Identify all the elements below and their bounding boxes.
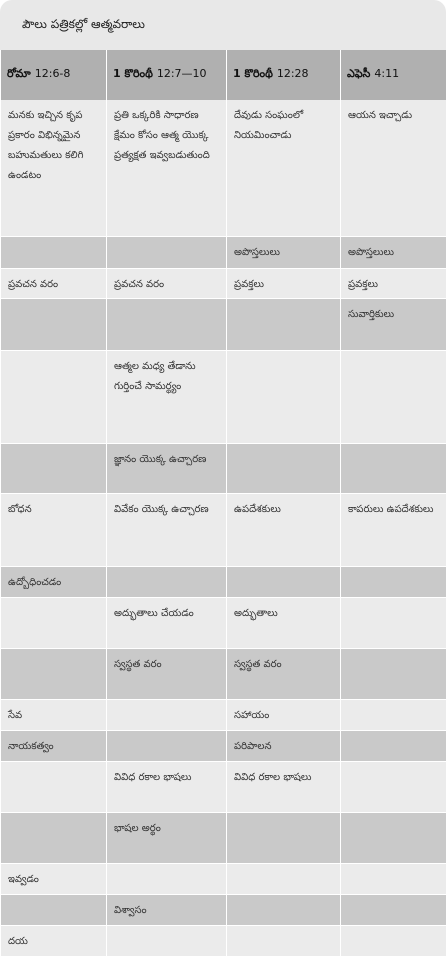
table-row bbox=[1, 268, 446, 298]
table-cell: విశ్వాసం bbox=[107, 894, 227, 925]
table-cell bbox=[1, 298, 107, 350]
table-cell: ప్రతి ఒక్కరికి సాధారణ క్షేమం కోసం ఆత్మ యొక్క ప్రత్యక్షత ఇవ్వబడుతుంది bbox=[107, 100, 227, 236]
table-row bbox=[1, 443, 446, 493]
spiritual-gifts-table bbox=[0, 50, 446, 956]
table-cell bbox=[341, 597, 446, 648]
table-cell bbox=[341, 566, 446, 597]
table-cell bbox=[341, 863, 446, 894]
table-cell: సహాయం bbox=[227, 699, 341, 730]
table-cell: దేవుడు సంఘంలో నియమించాడు bbox=[227, 100, 341, 236]
table-cell: అపొస్తలులు bbox=[227, 236, 341, 268]
table-cell: పరిపాలన bbox=[227, 730, 341, 761]
table-cell: ఆత్మల మధ్య తేడాను గుర్తించే సామర్థ్యం bbox=[107, 350, 227, 443]
table-row bbox=[1, 648, 446, 699]
table-cell bbox=[107, 566, 227, 597]
table-cell: వివిధ రకాల భాషలు bbox=[107, 761, 227, 812]
header-book: రోమా bbox=[7, 67, 31, 80]
table-cell: ఉపదేశకులు bbox=[227, 493, 341, 566]
header-ephesians bbox=[341, 50, 446, 100]
table-cell: ప్రవక్తలు bbox=[227, 268, 341, 298]
table-cell: స్వస్థత వరం bbox=[107, 648, 227, 699]
table-row bbox=[1, 863, 446, 894]
table-row bbox=[1, 699, 446, 730]
table-cell bbox=[1, 812, 107, 863]
header-1corinthians-12-28 bbox=[227, 50, 341, 100]
table-cell: దయ bbox=[1, 925, 107, 956]
table-cell: కాపరులు ఉపదేశకులు bbox=[341, 493, 446, 566]
table-row bbox=[1, 100, 446, 236]
table-cell bbox=[341, 730, 446, 761]
table-cell: నాయకత్వం bbox=[1, 730, 107, 761]
table-cell bbox=[227, 812, 341, 863]
table-title: పౌలు పత్రికల్లో ఆత్మవరాలు bbox=[0, 0, 446, 50]
table-cell bbox=[341, 894, 446, 925]
table-cell: ఇవ్వడం bbox=[1, 863, 107, 894]
table-cell bbox=[341, 350, 446, 443]
table-cell: ప్రవచన వరం bbox=[1, 268, 107, 298]
table-cell: ఆయన ఇచ్చాడు bbox=[341, 100, 446, 236]
table-cell: అద్భుతాలు bbox=[227, 597, 341, 648]
table-cell bbox=[341, 812, 446, 863]
table-cell bbox=[107, 863, 227, 894]
table-cell bbox=[1, 648, 107, 699]
table-row bbox=[1, 236, 446, 268]
header-ref: 12:7—10 bbox=[156, 67, 207, 80]
header-1corinthians-12-7 bbox=[107, 50, 227, 100]
table-cell bbox=[341, 699, 446, 730]
table-cell: బోధన bbox=[1, 493, 107, 566]
table-cell: స్వస్థత వరం bbox=[227, 648, 341, 699]
table-cell: భాషల అర్థం bbox=[107, 812, 227, 863]
header-ref: 4:11 bbox=[374, 67, 400, 80]
table-row bbox=[1, 894, 446, 925]
table-cell bbox=[227, 298, 341, 350]
table-cell: వివిధ రకాల భాషలు bbox=[227, 761, 341, 812]
table-cell: అపొస్తలులు bbox=[341, 236, 446, 268]
table-row bbox=[1, 761, 446, 812]
table-cell bbox=[107, 298, 227, 350]
table-cell bbox=[341, 761, 446, 812]
table-row bbox=[1, 493, 446, 566]
table-cell bbox=[341, 443, 446, 493]
table-cell bbox=[107, 730, 227, 761]
table-cell: మనకు ఇచ్చిన కృప ప్రకారం విభిన్నమైన బహుమతులు కలిగి ఉండటం bbox=[1, 100, 107, 236]
table-cell bbox=[1, 761, 107, 812]
table-cell bbox=[227, 925, 341, 956]
table-cell: సేవ bbox=[1, 699, 107, 730]
table-cell bbox=[1, 236, 107, 268]
table-cell bbox=[107, 699, 227, 730]
table-cell bbox=[227, 350, 341, 443]
table-cell: వివేకం యొక్క ఉచ్చారణ bbox=[107, 493, 227, 566]
table-cell bbox=[1, 350, 107, 443]
table-cell bbox=[1, 443, 107, 493]
table-row bbox=[1, 298, 446, 350]
table-row bbox=[1, 566, 446, 597]
table-cell bbox=[227, 566, 341, 597]
table-row bbox=[1, 730, 446, 761]
header-romans bbox=[1, 50, 107, 100]
table-cell: ప్రవచన వరం bbox=[107, 268, 227, 298]
table-row bbox=[1, 597, 446, 648]
table-cell bbox=[227, 443, 341, 493]
table-cell bbox=[107, 236, 227, 268]
table-row bbox=[1, 925, 446, 956]
table-cell bbox=[1, 597, 107, 648]
table-row bbox=[1, 812, 446, 863]
header-ref: 12:6-8 bbox=[34, 67, 71, 80]
table-cell bbox=[227, 894, 341, 925]
header-book: 1 కొరింథీ bbox=[113, 67, 153, 80]
table-cell bbox=[227, 863, 341, 894]
table-cell: సువార్తికులు bbox=[341, 298, 446, 350]
table-cell: జ్ఞానం యొక్క ఉచ్చారణ bbox=[107, 443, 227, 493]
table-cell bbox=[1, 894, 107, 925]
table-row bbox=[1, 350, 446, 443]
table-cell: అద్భుతాలు చేయడం bbox=[107, 597, 227, 648]
table-cell bbox=[341, 925, 446, 956]
header-row bbox=[1, 50, 446, 100]
table-cell: ఉద్బోధించడం bbox=[1, 566, 107, 597]
header-ref: 12:28 bbox=[276, 67, 309, 80]
header-book: ఎఫెసీ bbox=[347, 67, 371, 80]
header-book: 1 కొరింథీ bbox=[233, 67, 273, 80]
table-cell bbox=[107, 925, 227, 956]
table-cell bbox=[341, 648, 446, 699]
table-cell: ప్రవక్తలు bbox=[341, 268, 446, 298]
